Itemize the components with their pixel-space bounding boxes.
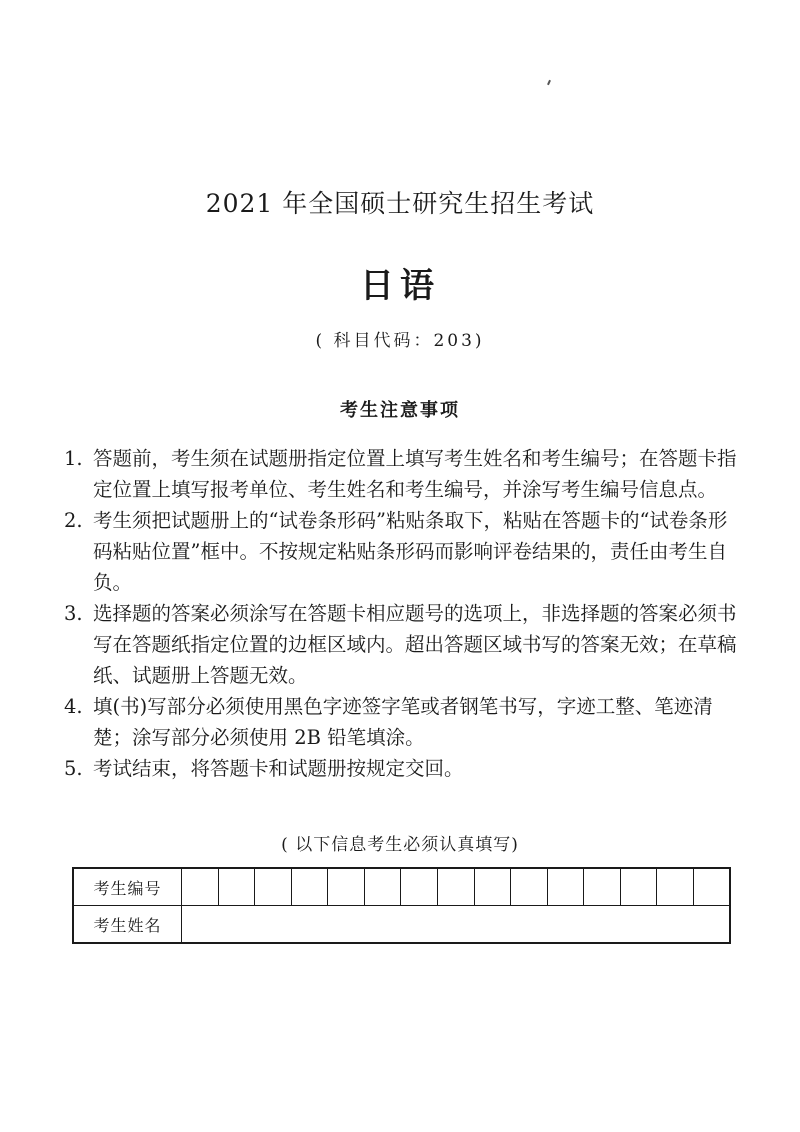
exam-title: 2021 年全国硕士研究生招生考试 xyxy=(205,189,595,218)
notice-item-number: 5. xyxy=(64,757,83,780)
notice-list xyxy=(64,443,744,784)
candidate-number-digit-box[interactable] xyxy=(291,868,328,906)
candidate-number-digit-box[interactable] xyxy=(255,868,292,906)
candidate-number-digit-box[interactable] xyxy=(401,868,438,906)
subject-code: ( 科目代码：203) xyxy=(315,331,485,351)
notice-item-text: 考试结束，将答题卡和试题册按规定交回。 xyxy=(93,757,464,780)
candidate-number-digit-box[interactable] xyxy=(218,868,255,906)
notice-item-text: 考生须把试题册上的“试卷条形码”粘贴条取下，粘贴在答题卡的“试卷条形码粘贴位置”框中。不按规定粘贴条形码而影响评卷结果的，责任由考生自负。 xyxy=(93,509,728,594)
notice-item xyxy=(64,691,744,753)
notice-item-text: 填(书)写部分必须使用黑色字迹签字笔或者钢笔书写，字迹工整、笔迹清楚；涂写部分必须使用 2B 铅笔填涂。 xyxy=(93,695,713,749)
notice-item-number: 1. xyxy=(64,447,83,470)
notice-item-text: 选择题的答案必须涂写在答题卡相应题号的选项上，非选择题的答案必须书写在答题纸指定位置的边框区域内。超出答题区域书写的答案无效；在草稿纸、试题册上答题无效。 xyxy=(93,602,737,687)
candidate-name-label: 考生姓名 xyxy=(73,906,182,944)
candidate-info-table xyxy=(72,867,731,944)
scan-speck xyxy=(547,80,551,85)
candidate-number-digit-box[interactable] xyxy=(474,868,511,906)
notice-heading: 考生注意事项 xyxy=(340,400,460,421)
notice-item xyxy=(64,505,744,598)
subject-title: 日语 xyxy=(360,266,440,306)
notice-item xyxy=(64,443,744,505)
candidate-name-row xyxy=(73,906,730,944)
candidate-number-label: 考生编号 xyxy=(73,868,182,906)
candidate-number-row xyxy=(73,868,730,906)
candidate-number-digit-box[interactable] xyxy=(364,868,401,906)
info-note: ( 以下信息考生必须认真填写) xyxy=(281,835,519,855)
notice-item-text: 答题前，考生须在试题册指定位置上填写考生姓名和考生编号；在答题卡指定位置上填写报考单位、考生姓名和考生编号，并涂写考生编号信息点。 xyxy=(93,447,737,501)
candidate-number-digit-box[interactable] xyxy=(511,868,548,906)
notice-item-number: 2. xyxy=(64,509,83,532)
candidate-number-digit-box[interactable] xyxy=(328,868,365,906)
notice-item-number: 4. xyxy=(64,695,83,718)
candidate-number-digit-box[interactable] xyxy=(584,868,621,906)
candidate-number-digit-box[interactable] xyxy=(657,868,694,906)
candidate-number-digit-box[interactable] xyxy=(437,868,474,906)
candidate-name-field[interactable] xyxy=(182,906,731,944)
candidate-number-digit-box[interactable] xyxy=(547,868,584,906)
candidate-number-digit-box[interactable] xyxy=(620,868,657,906)
candidate-number-digit-box[interactable] xyxy=(693,868,730,906)
notice-item xyxy=(64,753,744,784)
candidate-number-digit-box[interactable] xyxy=(182,868,219,906)
notice-item-number: 3. xyxy=(64,602,83,625)
notice-item xyxy=(64,598,744,691)
